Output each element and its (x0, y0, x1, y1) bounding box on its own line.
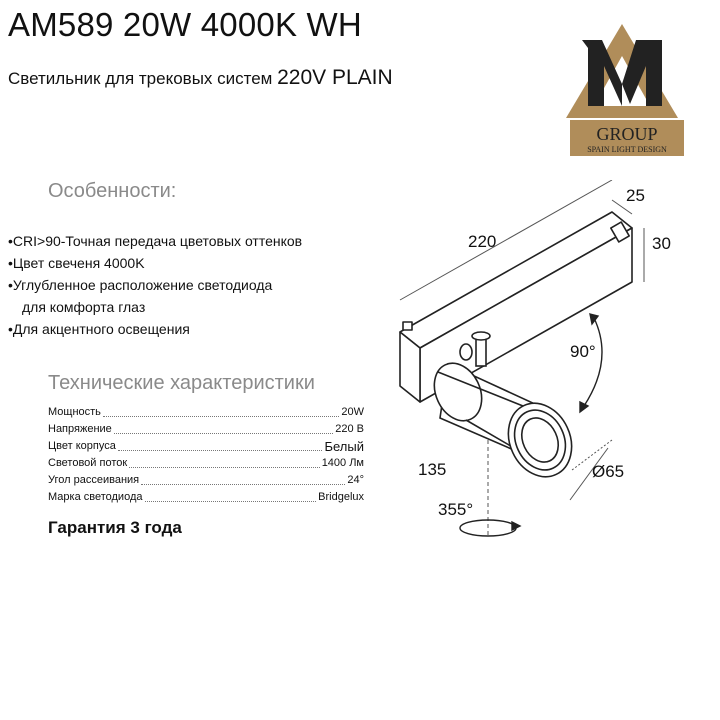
spec-label: Цвет корпуса (48, 440, 116, 452)
spec-leader (145, 501, 317, 502)
product-subtitle (8, 66, 393, 90)
dim-tilt: 90° (570, 342, 596, 361)
spec-leader (114, 433, 333, 434)
rotation-arc-icon (460, 520, 520, 536)
spec-label: Угол рассеивания (48, 474, 140, 486)
feature-item: •Цвет свеченя 4000K (8, 255, 145, 271)
spec-value: Белый (324, 439, 364, 454)
subtitle-text: Светильник для трековых систем (8, 69, 273, 88)
dim-length: 220 (468, 232, 497, 251)
spec-leader (118, 450, 323, 451)
spec-label: Световой поток (48, 457, 128, 469)
spec-leader (103, 416, 339, 417)
brand-logo (564, 22, 692, 158)
spec-row (48, 404, 364, 421)
tilt-arc-icon (580, 314, 602, 412)
subtitle-suffix: 220V PLAIN (277, 66, 393, 89)
spec-row (48, 455, 364, 472)
specs-heading: Технические характеристики (48, 372, 315, 394)
logo-tagline-text: SPAIN LIGHT DESIGN (587, 145, 667, 154)
spec-label: Напряжение (48, 423, 112, 435)
dim-body-length: 135 (418, 460, 447, 479)
spec-row (48, 421, 364, 438)
product-title: AM589 20W 4000K WH (8, 6, 362, 43)
dim-height: 30 (652, 234, 671, 253)
spec-value: 1400 Лм (321, 457, 364, 469)
feature-item-continuation: для комфорта глаз (22, 299, 146, 315)
spec-leader (129, 467, 320, 468)
spec-value: 20W (341, 406, 364, 418)
spec-row (48, 472, 364, 489)
track-adapter (400, 212, 632, 402)
spec-value: 24° (347, 474, 364, 486)
spec-row (48, 438, 364, 455)
dim-width: 25 (626, 186, 645, 205)
spec-leader (141, 484, 345, 485)
features-list (8, 230, 302, 340)
feature-item: •CRI>90-Точная передача цветовых оттенков (8, 233, 303, 249)
dim-diameter: Ø65 (592, 462, 625, 481)
feature-item: •Для акцентного освещения (8, 321, 190, 337)
spotlight-body (425, 356, 583, 488)
spec-label: Мощность (48, 406, 101, 418)
logo-group-text: GROUP (596, 124, 658, 144)
specs-table (48, 404, 364, 506)
spec-value: Bridgelux (318, 491, 364, 503)
features-heading: Особенности: (48, 180, 177, 202)
spec-label: Марка светодиода (48, 491, 143, 503)
feature-item: •Углубленное расположение светодиода (8, 277, 273, 293)
spec-row (48, 489, 364, 506)
dim-rotation: 355° (438, 500, 474, 519)
warranty-text: Гарантия 3 года (48, 518, 182, 537)
spec-value: 220 В (335, 423, 364, 435)
